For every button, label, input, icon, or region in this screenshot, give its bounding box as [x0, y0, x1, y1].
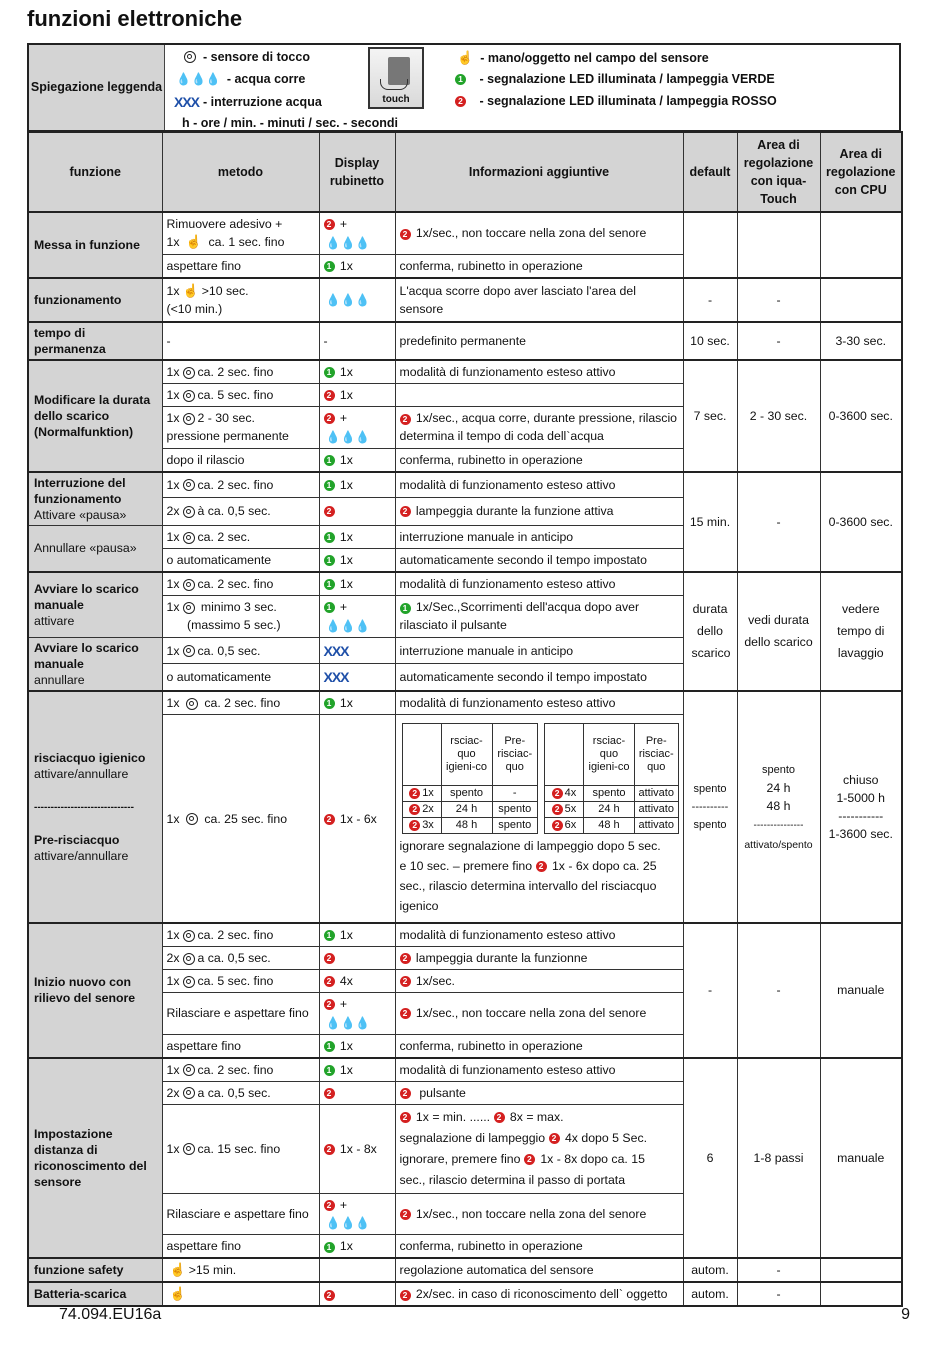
- green-led-icon: 1: [324, 1065, 335, 1076]
- green-led-icon: 1: [324, 261, 335, 272]
- info: 2 lampeggia durante la funzionne: [395, 946, 683, 969]
- default: -: [683, 278, 737, 322]
- info: conferma, rubinetto in operazione: [395, 254, 683, 278]
- display: [319, 1081, 395, 1104]
- method: 1x ca. 2 sec.: [162, 525, 319, 548]
- touch-sensor-icon: [183, 390, 195, 402]
- red-led-icon: 2: [536, 861, 547, 872]
- display: 2 + 💧💧💧: [319, 212, 395, 254]
- col-iqua: Area di regolazione con iqua-Touch: [737, 132, 820, 212]
- touch-sensor-icon: [183, 532, 195, 544]
- red-led-icon: 2: [552, 788, 563, 799]
- hand-icon: ☝: [169, 1262, 186, 1278]
- red-led-icon: 2: [400, 414, 411, 425]
- red-led-icon: 2: [324, 1200, 335, 1211]
- iqua: -: [737, 322, 820, 360]
- green-led-icon: 1: [324, 930, 335, 941]
- iqua: 1-8 passi: [737, 1058, 820, 1259]
- green-led-icon: 1: [324, 1041, 335, 1052]
- red-led-icon: 2: [324, 506, 335, 517]
- red-led-icon: 2: [552, 820, 563, 831]
- method: 2x a ca. 0,5 sec.: [162, 1081, 319, 1104]
- fn-durata: Modificare la durata dello scarico (Normalfunktion): [28, 360, 162, 472]
- method: aspettare fino: [162, 1235, 319, 1259]
- info: interruzione manuale in anticipo: [395, 637, 683, 664]
- col-cpu: Area di regolazione con CPU: [820, 132, 902, 212]
- info: interruzione manuale in anticipo: [395, 525, 683, 548]
- iqua: -: [737, 472, 820, 572]
- cpu: 0-3600 sec.: [820, 360, 902, 472]
- touch-sensor-icon: [183, 579, 195, 591]
- info: L'acqua scorre dopo aver lasciato l'area del sensore: [395, 278, 683, 322]
- touch-sensor-icon: [183, 953, 195, 965]
- touch-panel-icon: touch: [368, 47, 424, 109]
- default: -: [683, 923, 737, 1058]
- iqua: -: [737, 1282, 820, 1306]
- default: autom.: [683, 1258, 737, 1282]
- red-led-icon: 2: [324, 219, 335, 230]
- display: [319, 278, 395, 322]
- display: [319, 664, 395, 691]
- default: autom.: [683, 1282, 737, 1306]
- method: Rilasciare e aspettare fino: [162, 1193, 319, 1235]
- display: 1 1x: [319, 923, 395, 947]
- iqua: -: [737, 1258, 820, 1282]
- page-title: funzioni elettroniche: [27, 6, 243, 31]
- default: spento ---------- spento: [683, 691, 737, 923]
- iqua: vedi durata dello scarico: [737, 572, 820, 691]
- red-led-icon: 2: [324, 953, 335, 964]
- touch-sensor-icon: [184, 51, 196, 63]
- display: 1 1x: [319, 572, 395, 596]
- method: aspettare fino: [162, 254, 319, 278]
- touch-sensor-icon: [186, 813, 198, 825]
- red-led-icon: 2: [400, 1209, 411, 1220]
- touch-sensor-icon: [183, 1087, 195, 1099]
- method: dopo il rilascio: [162, 448, 319, 472]
- table-row: [28, 212, 902, 254]
- red-led-icon: 2: [400, 1008, 411, 1019]
- table-row: [28, 360, 902, 384]
- green-led-icon: 1: [324, 602, 335, 613]
- hand-icon: ☝: [182, 282, 199, 298]
- info: modalità di funzionamento esteso attivo: [395, 360, 683, 384]
- method: 1x ☝ >10 sec. (<10 min.): [162, 278, 319, 322]
- red-led-icon: 2: [400, 1088, 411, 1099]
- table-row: [28, 1258, 902, 1282]
- method: 2x a ca. 0,5 sec.: [162, 946, 319, 969]
- document-code: 74.094.EU16a: [59, 1306, 162, 1323]
- method: Rilasciare e aspettare fino: [162, 992, 319, 1034]
- water-drops-icon: 💧💧💧: [325, 429, 371, 444]
- touch-sensor-icon: [183, 1143, 195, 1155]
- method: 1x ca. 5 sec. fino: [162, 969, 319, 992]
- method: 1x ca. 2 sec. fino: [162, 691, 319, 715]
- method: [162, 1282, 319, 1306]
- table-header-row: [28, 132, 902, 212]
- hand-icon: ☝: [185, 234, 203, 250]
- legend-box: [27, 43, 901, 132]
- method: 1x ca. 5 sec. fino: [162, 383, 319, 406]
- touch-sensor-icon: [183, 602, 195, 614]
- cpu: manuale: [820, 923, 902, 1058]
- touch-sensor-icon: [183, 1064, 195, 1076]
- info: modalità di funzionamento esteso attivo: [395, 572, 683, 596]
- method: 1x ca. 15 sec. fino: [162, 1104, 319, 1193]
- info: conferma, rubinetto in operazione: [395, 1235, 683, 1259]
- cpu: 0-3600 sec.: [820, 472, 902, 572]
- display: 2 4x: [319, 969, 395, 992]
- table-row: [28, 1282, 902, 1306]
- display: [319, 637, 395, 664]
- info: 2 1x/sec., non toccare nella zona del senore: [395, 212, 683, 254]
- col-metodo: metodo: [162, 132, 319, 212]
- display: 1 + 💧💧💧: [319, 595, 395, 637]
- iqua: 2 - 30 sec.: [737, 360, 820, 472]
- display: 1 1x: [319, 1034, 395, 1058]
- display: 1 1x: [319, 472, 395, 497]
- green-led-icon: 1: [324, 698, 335, 709]
- red-led-icon: 2: [400, 506, 411, 517]
- iqua: spento 24 h 48 h --------------- attivato/spento: [737, 691, 820, 923]
- display: 2 1x: [319, 383, 395, 406]
- table-row: [28, 572, 902, 596]
- default: 6: [683, 1058, 737, 1259]
- info: 2 1x/sec., acqua corre, durante pressione, rilascio determina il tempo di coda dell`acqua: [395, 406, 683, 448]
- col-default: default: [683, 132, 737, 212]
- touch-sensor-icon: [183, 367, 195, 379]
- red-led-icon: 2: [324, 413, 335, 424]
- display: 1 1x: [319, 360, 395, 384]
- red-led-icon: 2: [324, 1088, 335, 1099]
- display: [319, 946, 395, 969]
- red-led-icon: 2: [400, 1112, 411, 1123]
- hand-icon: ☝: [457, 50, 474, 65]
- green-led-icon: 1: [324, 532, 335, 543]
- col-funzione: funzione: [28, 132, 162, 212]
- water-drops-icon: 💧💧💧: [325, 1216, 371, 1231]
- cpu: 3-30 sec.: [820, 322, 902, 360]
- red-led-icon: 2: [324, 814, 335, 825]
- default: 15 min.: [683, 472, 737, 572]
- water-interrupt-icon: XXX: [323, 642, 349, 659]
- display: 2 + 💧💧💧: [319, 406, 395, 448]
- fn-permanenza: tempo di permanenza: [28, 322, 162, 360]
- red-led-icon: 2: [324, 1144, 335, 1155]
- method: aspettare fino: [162, 1034, 319, 1058]
- igienico-note: ignorare segnalazione di lampeggio dopo 5 sec. e 10 sec. – premere fino 2 1x - 6x dopo ca. 25 sec., rilascio determina intervallo del risciacquo igenico: [399, 839, 661, 913]
- iqua: -: [737, 278, 820, 322]
- touch-sensor-icon: [183, 645, 195, 657]
- info: modalità di funzionamento esteso attivo: [395, 472, 683, 497]
- red-led-icon: 2: [400, 1290, 411, 1301]
- col-display: Display rubinetto: [319, 132, 395, 212]
- info: automaticamente secondo il tempo impostato: [395, 548, 683, 572]
- info: predefinito permanente: [395, 322, 683, 360]
- method: 1x ca. 25 sec. fino: [162, 715, 319, 923]
- page-number: 9: [901, 1306, 910, 1323]
- table-row: [28, 923, 902, 947]
- display: 1 1x: [319, 1235, 395, 1259]
- table-row: [28, 1058, 902, 1082]
- display: 1 1x: [319, 254, 395, 278]
- info: modalità di funzionamento esteso attivo: [395, 691, 683, 715]
- display: 2 1x - 6x: [319, 715, 395, 923]
- display: 2 + 💧💧💧: [319, 1193, 395, 1235]
- water-interrupt-icon: XXX: [323, 669, 349, 686]
- display: [319, 497, 395, 525]
- display: 2 + 💧💧💧: [319, 992, 395, 1034]
- functions-table: [27, 131, 903, 1307]
- fn-distanza: Impostazione distanza di riconoscimento del sensore: [28, 1058, 162, 1259]
- red-led-icon: 2: [324, 999, 335, 1010]
- table-row: [28, 472, 902, 497]
- red-led-icon: 2: [400, 229, 411, 240]
- default: 7 sec.: [683, 360, 737, 472]
- info: [395, 715, 683, 923]
- display: [319, 1282, 395, 1306]
- info: 1 1x/Sec.,Scorrimenti dell'acqua dopo aver rilasciato il pulsante: [395, 595, 683, 637]
- legend-hand: ☝ - mano/oggetto nel campo del sensore: [457, 50, 709, 65]
- info: automaticamente secondo il tempo impostato: [395, 664, 683, 691]
- legend-water: 💧💧💧 - acqua corre: [176, 72, 306, 86]
- cpu: chiuso 1-5000 h ----------- 1-3600 sec.: [820, 691, 902, 923]
- touch-sensor-icon: [186, 698, 198, 710]
- green-led-icon: 1: [324, 1242, 335, 1253]
- touch-sensor-icon: [183, 930, 195, 942]
- info: 2 1x/sec., non toccare nella zona del senore: [395, 992, 683, 1034]
- interval-tables: [400, 721, 679, 836]
- red-led-icon: 2: [324, 976, 335, 987]
- method: 1x ca. 0,5 sec.: [162, 637, 319, 664]
- display: 1 1x: [319, 1058, 395, 1082]
- red-led-icon: 2: [494, 1112, 505, 1123]
- green-led-icon: 1: [324, 555, 335, 566]
- method: o automaticamente: [162, 664, 319, 691]
- table-row: [28, 691, 902, 715]
- display: 1 1x: [319, 548, 395, 572]
- info: 2 1x/sec.: [395, 969, 683, 992]
- fn-nuovo: Inizio nuovo con rilievo del senore: [28, 923, 162, 1058]
- hand-icon: ☝: [169, 1286, 186, 1302]
- display: 2 1x - 8x: [319, 1104, 395, 1193]
- red-led-icon: 2: [552, 804, 563, 815]
- method: 1x ca. 2 sec. fino: [162, 1058, 319, 1082]
- legend-sensor: - sensore di tocco: [181, 50, 310, 64]
- info: 2 pulsante: [395, 1081, 683, 1104]
- info: 2 1x = min. ...... 2 8x = max. segnalazione di lampeggio 2 4x dopo 5 Sec. ignorare, premere fino 2 1x - 8x dopo ca. 15 sec., rilascio determina il passo di portata: [395, 1104, 683, 1193]
- fn-messa: Messa in funzione: [28, 212, 162, 278]
- legend-green: 1 - segnalazione LED illuminata / lampeggia VERDE: [455, 72, 775, 86]
- display: 1 1x: [319, 525, 395, 548]
- fn-funzionamento: funzionamento: [28, 278, 162, 322]
- info: regolazione automatica del sensore: [395, 1258, 683, 1282]
- water-drops-icon: 💧💧💧: [325, 235, 371, 250]
- info: conferma, rubinetto in operazione: [395, 1034, 683, 1058]
- red-led-icon: 2: [324, 390, 335, 401]
- green-led-icon: 1: [324, 367, 335, 378]
- green-led-icon: 1: [400, 603, 411, 614]
- info: conferma, rubinetto in operazione: [395, 448, 683, 472]
- legend-interrupt: XXX - interruzione acqua: [174, 94, 322, 110]
- default: 10 sec.: [683, 322, 737, 360]
- water-drops-icon: 💧💧💧: [325, 1015, 371, 1030]
- red-led-icon: 2: [409, 804, 420, 815]
- method: o automaticamente: [162, 548, 319, 572]
- water-drops-icon: 💧💧💧: [176, 72, 221, 86]
- fn-manuale-attivare: Avviare lo scarico manuale attivare: [28, 572, 162, 638]
- green-led-icon: 1: [455, 74, 466, 85]
- touch-sensor-icon: [183, 976, 195, 988]
- red-led-icon: 2: [524, 1154, 535, 1165]
- table-row: [28, 322, 902, 360]
- info: modalità di funzionamento esteso attivo: [395, 923, 683, 947]
- water-drops-icon: 💧💧💧: [325, 293, 371, 308]
- red-led-icon: 2: [400, 953, 411, 964]
- method: Rimuovere adesivo + 1x ☝ ca. 1 sec. fino: [162, 212, 319, 254]
- legend-header: Spiegazione leggenda: [29, 45, 165, 130]
- display: 1 1x: [319, 448, 395, 472]
- red-led-icon: 2: [455, 96, 466, 107]
- display: 1 1x: [319, 691, 395, 715]
- red-led-icon: 2: [324, 1290, 335, 1301]
- cpu: vedere tempo di lavaggio: [820, 572, 902, 691]
- red-led-icon: 2: [549, 1133, 560, 1144]
- red-led-icon: 2: [409, 788, 420, 799]
- info: modalità di funzionamento esteso attivo: [395, 1058, 683, 1082]
- display: -: [319, 322, 395, 360]
- green-led-icon: 1: [324, 455, 335, 466]
- info: 2 2x/sec. in caso di riconoscimento dell` oggetto: [395, 1282, 683, 1306]
- green-led-icon: 1: [324, 579, 335, 590]
- interval-table-left: rsciac-quo igieni-co Pre-risciac-quo 2 1x spento - 2 2x 24 h spento 2 3x 48 h spento: [402, 723, 538, 834]
- touch-sensor-icon: [183, 506, 195, 518]
- interval-table-right: rsciac-quo igieni-co Pre-risciac-quo 2 4x spento attivato 2 5x 24 h attivato 2 6x 48 h attivato: [544, 723, 679, 834]
- fn-manuale-annullare: Avviare lo scarico manuale annullare: [28, 637, 162, 691]
- method: 1x ca. 2 sec. fino: [162, 472, 319, 497]
- method: 1x ca. 2 sec. fino: [162, 572, 319, 596]
- fn-igienico: risciacquo igienico attivare/annullare ------------------------------ Pre-risciacquo attivare/annullare: [28, 691, 162, 923]
- iqua: -: [737, 923, 820, 1058]
- method: 1x ca. 2 sec. fino: [162, 923, 319, 947]
- legend-red: 2 - segnalazione LED illuminata / lampeggia ROSSO: [455, 94, 777, 108]
- fn-pausa-annullare: Annullare «pausa»: [28, 525, 162, 572]
- fn-pausa-attivare: Interruzione del funzionamento Attivare «pausa»: [28, 472, 162, 526]
- method: 1x ca. 2 sec. fino: [162, 360, 319, 384]
- red-led-icon: 2: [409, 820, 420, 831]
- cpu: manuale: [820, 1058, 902, 1259]
- fn-batteria: Batteria-scarica: [28, 1282, 162, 1306]
- info: 2 1x/sec., non toccare nella zona del senore: [395, 1193, 683, 1235]
- method: -: [162, 322, 319, 360]
- method: 1x 2 - 30 sec. pressione permanente: [162, 406, 319, 448]
- red-led-icon: 2: [400, 976, 411, 987]
- method: 1x minimo 3 sec. (massimo 5 sec.): [162, 595, 319, 637]
- green-led-icon: 1: [324, 480, 335, 491]
- method: 2x à ca. 0,5 sec.: [162, 497, 319, 525]
- touch-sensor-icon: [183, 479, 195, 491]
- default: durata dello scarico: [683, 572, 737, 691]
- water-drops-icon: 💧💧💧: [325, 618, 371, 633]
- water-interrupt-icon: XXX: [174, 94, 200, 110]
- col-info: Informazioni aggiuntive: [395, 132, 683, 212]
- touch-sensor-icon: [183, 413, 195, 425]
- legend-hours: h - ore / min. - minuti / sec. - secondi: [182, 116, 399, 130]
- table-row: [28, 278, 902, 322]
- info: 2 lampeggia durante la funzione attiva: [395, 497, 683, 525]
- fn-safety: funzione safety: [28, 1258, 162, 1282]
- method: ☝ >15 min.: [162, 1258, 319, 1282]
